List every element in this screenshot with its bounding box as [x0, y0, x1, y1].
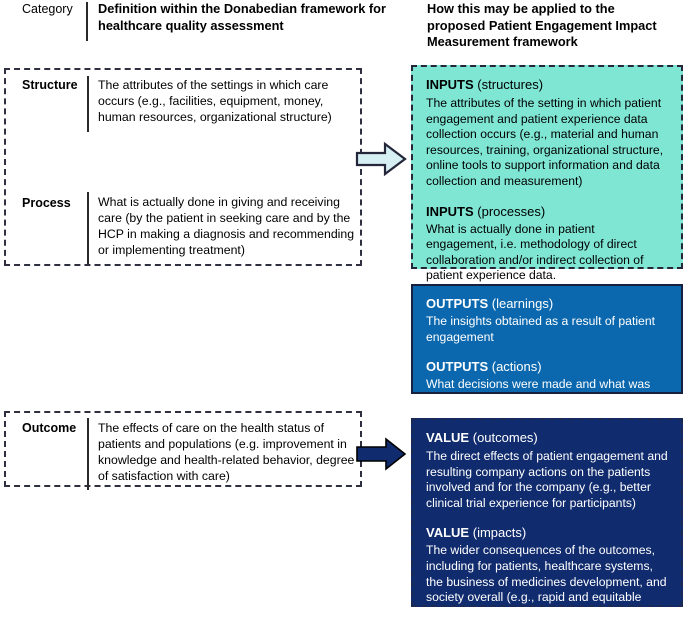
block-title-value-outcomes [426, 429, 668, 446]
right-arrow-icon-outcome-to-value [355, 437, 407, 471]
block-subtitle-text: (actions) [491, 359, 542, 375]
row-text-structure: The attributes of the settings in which care occurs (e.g., facilities, equipment, money, human resources, organizational structure) [98, 78, 332, 124]
block-title-text: INPUTS [426, 203, 474, 219]
block-title-inputs-structures [426, 76, 668, 93]
block-body-value-impacts: The wider consequences of the outcomes, including for patients, healthcare systems, the business of medicines development, and society overall (e.g., rapid and equitable access to therapy) [426, 543, 667, 620]
row-divider-outcome [87, 418, 89, 490]
box-outputs [411, 284, 683, 407]
header-definition-title: Definition within the Donabedian framework for healthcare quality assessment [98, 1, 386, 33]
block-body-value-outcomes: The direct effects of patient engagement and resulting company actions on the patients involved and for the company (e.g., better clinical trial experience for participants) [426, 449, 668, 510]
block-title-text: OUTPUTS [426, 296, 489, 311]
block-body-inputs-processes: What is actually done in patient engagement, i.e. methodology of direct collaboration and/or indirect collection of patient experience data. [426, 221, 644, 283]
block-title-text: INPUTS [426, 77, 474, 92]
right-arrow-icon-structure-to-inputs [355, 141, 407, 177]
header-vertical-divider [86, 2, 88, 41]
box-value [411, 418, 683, 620]
row-text-process: What is actually done in giving and receiving care (by the patient in seeking care and by the HCP in making a diagnosis and recommending or implementing treatment) [98, 195, 355, 257]
row-label-outcome: Outcome [22, 421, 77, 435]
block-body-outputs-learnings: The insights obtained as a result of patient engagement [426, 314, 655, 344]
block-body-inputs-structures: The attributes of the setting in which patient engagement and patient experience data collection occurs (e.g., material and human resources, training, organizational structure, online tools to support information and data collection and measurement) [426, 96, 664, 188]
block-title-text: VALUE [426, 525, 470, 541]
row-text-outcome: The effects of care on the health status of patients and populations (e.g. improvement in knowledge and health-related behavior, degree of satisfaction with care) [98, 421, 355, 483]
row-label-structure: Structure [22, 78, 78, 92]
header-category-label: Category [22, 2, 73, 16]
header-application-title: How this may be applied to the proposed Patient Engagement Impact Measurement framework [427, 1, 657, 49]
row-divider-process [87, 192, 89, 264]
row-divider-structure [87, 76, 89, 132]
block-subtitle-text: (impacts) [472, 525, 527, 541]
block-title-text: OUTPUTS [426, 359, 489, 375]
block-subtitle-text: (outcomes) [472, 430, 538, 445]
block-subtitle-text: (processes) [477, 203, 546, 219]
block-title-text: VALUE [426, 430, 470, 445]
block-subtitle-text: (learnings) [491, 296, 554, 311]
block-title-outputs-learnings [426, 295, 668, 312]
block-body-outputs-actions: What decisions were made and what was done as a result of the learnings [426, 377, 651, 407]
block-title-inputs-processes [426, 203, 668, 220]
row-label-process: Process [22, 196, 71, 210]
block-title-value-impacts [426, 524, 668, 541]
box-inputs [411, 65, 683, 283]
block-subtitle-text: (structures) [477, 77, 544, 92]
block-title-outputs-actions [426, 358, 668, 375]
